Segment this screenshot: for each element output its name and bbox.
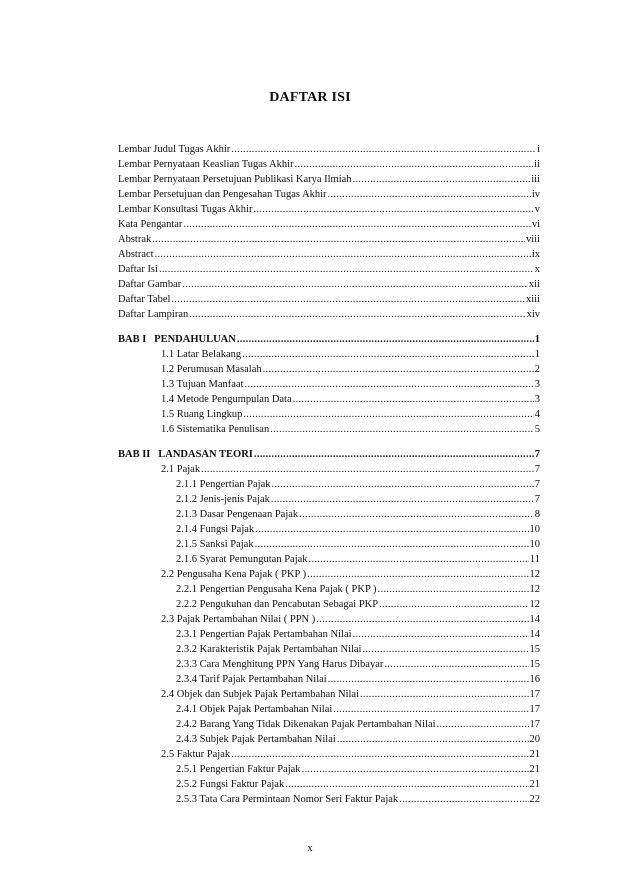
toc-entry-page: i — [537, 144, 540, 155]
toc-entry — [176, 793, 540, 807]
toc-entry-page: v — [534, 204, 540, 215]
toc-entry-label: 2.3 Pajak Pertambahan Nilai ( PPN ) — [161, 614, 316, 625]
toc-entry — [161, 613, 540, 627]
toc-entry — [176, 538, 540, 552]
toc-entry-page: 14 — [529, 614, 540, 625]
toc-entry-label: 2.1.6 Syarat Pemungutan Pajak — [176, 554, 308, 565]
toc-entry — [118, 308, 540, 322]
toc-entry-page: 10 — [529, 539, 540, 550]
toc-entry-page: 3 — [534, 394, 540, 405]
toc-entry-label: 2.1.3 Dasar Pengenaan Pajak — [176, 509, 299, 520]
toc-entry-label: 2.4.1 Objek Pajak Pertambahan Nilai — [176, 704, 333, 715]
toc-entry — [118, 233, 540, 247]
toc-entry-label: 1.4 Metode Pengumpulan Data — [161, 394, 292, 405]
toc-entry — [161, 568, 540, 582]
toc-entry — [176, 733, 540, 747]
toc-entry-page: 11 — [529, 554, 540, 565]
toc-entry — [176, 658, 540, 672]
toc-entry-page: 20 — [529, 734, 540, 745]
chapter-heading-page: 1 — [534, 334, 540, 345]
toc-entry-label: 1.1 Latar Belakang — [161, 349, 242, 360]
chapter-heading-label: BAB I PENDAHULUAN — [118, 334, 236, 345]
toc-entry-page: ix — [531, 249, 540, 260]
toc-entry-page: iii — [531, 174, 540, 185]
toc-entry-label: Daftar Gambar — [118, 279, 182, 290]
toc-entry — [118, 218, 540, 232]
toc-entry-label: 2.5.2 Fungsi Faktur Pajak — [176, 779, 285, 790]
toc-entry-page: x — [534, 264, 540, 275]
toc-entry-label: 2.5.3 Tata Cara Permintaan Nomor Seri Faktur Pajak — [176, 794, 399, 805]
toc-entry-label: 2.3.3 Cara Menghitung PPN Yang Harus Dibayar — [176, 659, 384, 670]
toc-entry-page: 12 — [529, 599, 540, 610]
toc-entry-label: 2.5.1 Pengertian Faktur Pajak — [176, 764, 301, 775]
toc-entry — [176, 703, 540, 717]
toc-entry-label: Kata Pengantar — [118, 219, 183, 230]
toc-entry — [118, 248, 540, 262]
toc-entry — [176, 553, 540, 567]
chapter-heading — [118, 448, 540, 462]
toc-entry-label: Lembar Konsultasi Tugas Akhir — [118, 204, 253, 215]
toc-entry-label: 2.3.2 Karakteristik Pajak Pertambahan Nilai — [176, 644, 362, 655]
page-title: DAFTAR ISI — [269, 90, 351, 105]
toc-entry-label: 2.3.4 Tarif Pajak Pertambahan Nilai — [176, 674, 327, 685]
toc-entry — [118, 263, 540, 277]
toc-entry-page: iv — [531, 189, 540, 200]
toc-entry-page: 5 — [534, 424, 540, 435]
toc-entry-page: 15 — [529, 644, 540, 655]
toc-entry — [118, 278, 540, 292]
toc-entry — [176, 628, 540, 642]
toc-entry-label: 2.1.5 Sanksi Pajak — [176, 539, 254, 550]
toc-entry-page: 17 — [529, 719, 540, 730]
toc-entry — [176, 643, 540, 657]
toc-entry — [176, 523, 540, 537]
toc-entry — [176, 718, 540, 732]
toc-entry-label: 2.2.2 Pengukuhan dan Pencabutan Sebagai PKP — [176, 599, 379, 610]
toc-entry-label: 2.4 Objek dan Subjek Pajak Pertambahan Nilai — [161, 689, 359, 700]
toc-entry-page: 7 — [534, 479, 540, 490]
toc-entry-page: 17 — [529, 689, 540, 700]
toc-entry-page: 22 — [529, 794, 540, 805]
toc-entry — [176, 583, 540, 597]
toc-entry-page: 21 — [529, 764, 540, 775]
toc-entry — [118, 203, 540, 217]
toc-entry — [176, 508, 540, 522]
toc-entry-label: Lembar Judul Tugas Akhir — [118, 144, 231, 155]
toc-entry-page: 7 — [534, 494, 540, 505]
toc-entry-label: 1.3 Tujuan Manfaat — [161, 379, 244, 390]
toc-entry — [176, 778, 540, 792]
toc-entry-page: 4 — [534, 409, 540, 420]
toc-entry-label: Abstrak — [118, 234, 152, 245]
toc-entry — [161, 378, 540, 392]
toc-entry-page: 14 — [529, 629, 540, 640]
toc-entry-label: Lembar Pernyataan Persetujuan Publikasi Karya Ilmiah — [118, 174, 352, 185]
page-number: x — [307, 843, 313, 854]
toc-entry-page: viii — [525, 234, 540, 245]
toc-entry-label: 2.5 Faktur Pajak — [161, 749, 231, 760]
toc-entry-page: 21 — [529, 779, 540, 790]
toc-entry — [176, 673, 540, 687]
toc-entry-label: 2.1.1 Pengertian Pajak — [176, 479, 271, 490]
toc-entry-page: 1 — [534, 349, 540, 360]
toc-entry — [161, 408, 540, 422]
toc-entry — [161, 688, 540, 702]
toc-entry-label: 1.5 Ruang Lingkup — [161, 409, 243, 420]
toc-entry-label: 2.2 Pengusaha Kena Pajak ( PKP ) — [161, 569, 307, 580]
toc-entry-page: ii — [534, 159, 540, 170]
toc-entry-label: 2.2.1 Pengertian Pengusaha Kena Pajak ( PKP ) — [176, 584, 377, 595]
toc-entry-label: 2.1.2 Jenis-jenis Pajak — [176, 494, 270, 505]
toc-entry — [176, 598, 540, 612]
toc-entry-label: Abstract — [118, 249, 154, 260]
toc-entry-page: 17 — [529, 704, 540, 715]
toc-entry-label: Lembar Pernyataan Keaslian Tugas Akhir — [118, 159, 294, 170]
chapter-heading-page: 7 — [534, 449, 540, 460]
toc-entry — [161, 748, 540, 762]
toc-entry-page: 12 — [529, 584, 540, 595]
toc-entry-page: 2 — [534, 364, 540, 375]
toc-entry — [176, 493, 540, 507]
toc-entry-label: Daftar Isi — [118, 264, 158, 275]
toc-entry — [118, 158, 540, 172]
toc-entry-page: xii — [528, 279, 540, 290]
toc-entry-page: 8 — [534, 509, 540, 520]
chapter-heading — [118, 333, 540, 347]
toc-entry-label: Daftar Tabel — [118, 294, 171, 305]
toc-entry-page: vi — [531, 219, 540, 230]
toc-entry — [176, 478, 540, 492]
toc-entry-label: Lembar Persetujuan dan Pengesahan Tugas Akhir — [118, 189, 327, 200]
toc-entry — [161, 363, 540, 377]
toc-entry-page: xiv — [526, 309, 540, 320]
toc-entry-label: 2.1.4 Fungsi Pajak — [176, 524, 255, 535]
toc-entry — [176, 763, 540, 777]
toc-entry-label: 2.4.3 Subjek Pajak Pertambahan Nilai — [176, 734, 336, 745]
toc-entry-label: 1.2 Perumusan Masalah — [161, 364, 262, 375]
toc-entry-page: 15 — [529, 659, 540, 670]
toc-entry-page: 10 — [529, 524, 540, 535]
toc-entry-label: 1.6 Sistematika Penulisan — [161, 424, 270, 435]
toc-entry-page: 3 — [534, 379, 540, 390]
toc-entry-page: 7 — [534, 464, 540, 475]
toc-entry-page: 12 — [529, 569, 540, 580]
toc-entry-page: 21 — [529, 749, 540, 760]
toc-entry — [161, 423, 540, 437]
toc-entry — [161, 348, 540, 362]
toc-entry-page: 16 — [529, 674, 540, 685]
toc-entry — [161, 463, 540, 477]
toc-entry — [118, 188, 540, 202]
toc-entry — [118, 143, 540, 157]
toc-entry-label: 2.4.2 Barang Yang Tidak Dikenakan Pajak Pertambahan Nilai — [176, 719, 436, 730]
toc-entry — [118, 293, 540, 307]
toc-entry — [118, 173, 540, 187]
toc-entry-label: 2.3.1 Pengertian Pajak Pertambahan Nilai — [176, 629, 352, 640]
toc-entry-page: xiii — [525, 294, 540, 305]
toc-entry-label: 2.1 Pajak — [161, 464, 201, 475]
chapter-heading-label: BAB II LANDASAN TEORI — [118, 449, 253, 460]
toc-entry-label: Daftar Lampiran — [118, 309, 189, 320]
toc-entry — [161, 393, 540, 407]
